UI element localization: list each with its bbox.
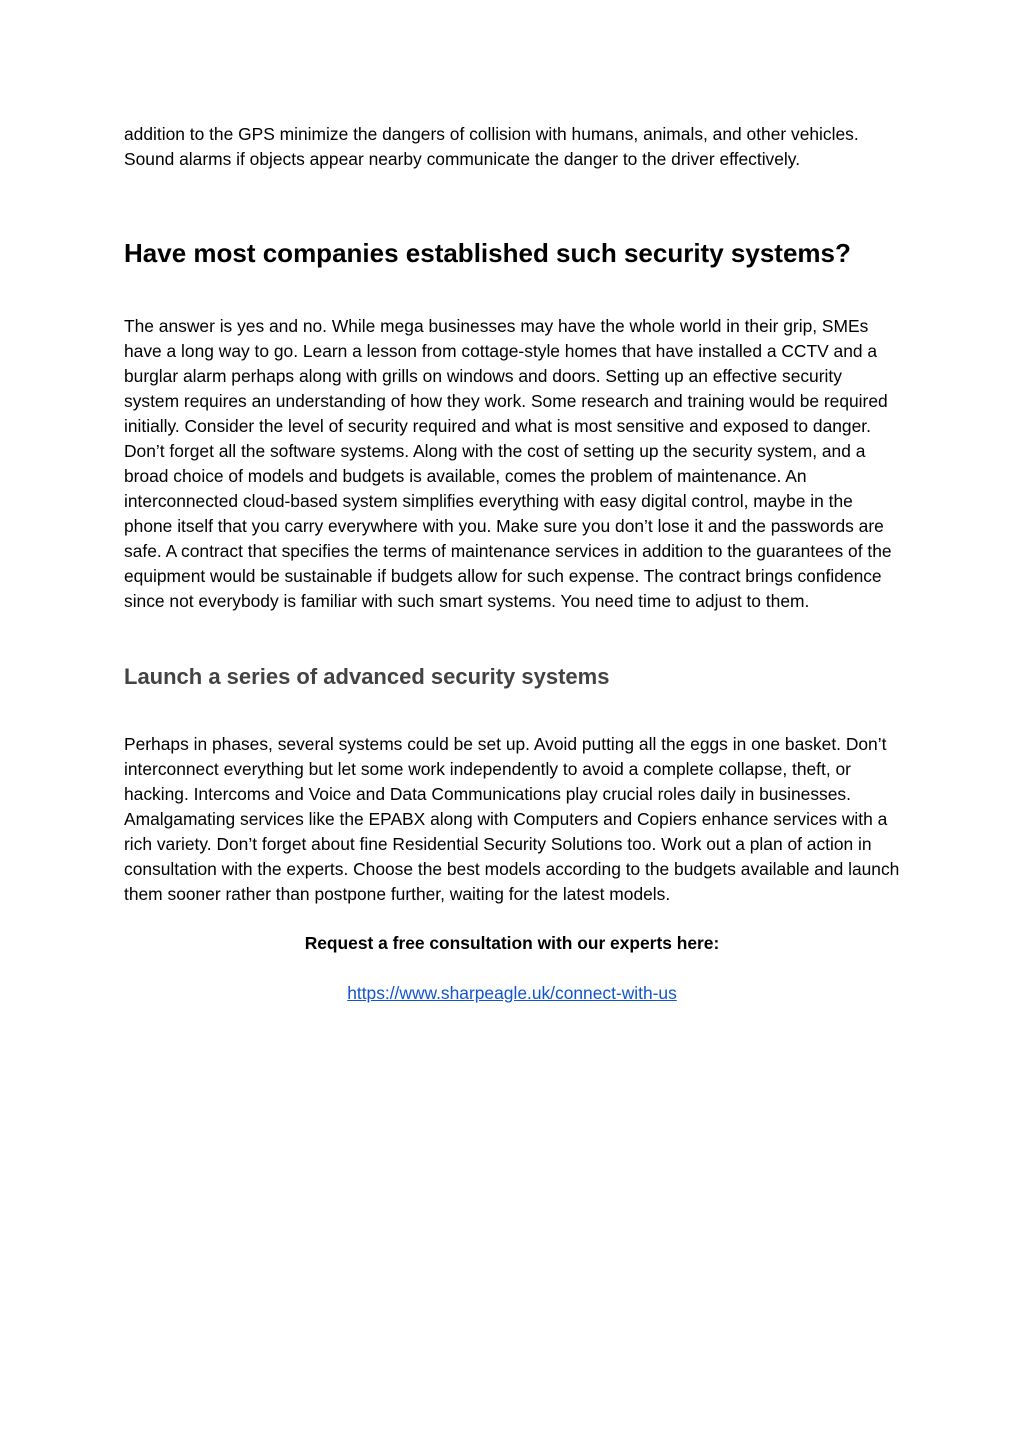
subsection-paragraph: Perhaps in phases, several systems could be set up. Avoid putting all the eggs in one basket. Don’t interconnect everything but let some work independently to avoid a complete collapse, theft, or hacking. Intercoms and Voice and Data Communications play crucial roles daily in businesses. Amalgamating services like the EPABX along with Computers and Copiers enhance services with a rich variety. Don’t forget about fine Residential Security Solutions too. Work out a plan of action in consultation with the experts. Choose the best models according to the budgets available and launch them sooner rather than postpone further, waiting for the latest models. bbox=[124, 734, 900, 904]
intro-paragraph: addition to the GPS minimize the dangers of collision with humans, animals, and other vehicles. Sound alarms if objects appear nearby communicate the danger to the driver effectively. bbox=[124, 124, 859, 169]
subsection-heading: Launch a series of advanced security systems bbox=[124, 664, 610, 689]
section-paragraph: The answer is yes and no. While mega businesses may have the whole world in their grip, SMEs have a long way to go. Learn a lesson from cottage-style homes that have installed a CCTV and a burglar alarm perhaps along with grills on windows and doors. Setting up an effective security system requires an understanding of how they work. Some research and training would be required initially. Consider the level of security required and what is most sensitive and exposed to danger. Don’t forget all the software systems. Along with the cost of setting up the security system, and a broad choice of models and budgets is available, comes the problem of maintenance. An interconnected cloud-based system simplifies everything with easy digital control, maybe in the phone itself that you carry everywhere with you. Make sure you don’t lose it and the passwords are safe. A contract that specifies the terms of maintenance services in addition to the guarantees of the equipment would be sustainable if budgets allow for such expense. The contract brings confidence since not everybody is familiar with such smart systems. You need time to adjust to them. bbox=[124, 316, 892, 611]
spacer bbox=[124, 692, 900, 732]
section-heading: Have most companies established such security systems? bbox=[124, 238, 851, 268]
consultation-call-to-action: Request a free consultation with our experts here: bbox=[304, 933, 720, 953]
spacer bbox=[124, 270, 900, 314]
connect-with-us-link[interactable]: https://www.sharpeagle.uk/connect-with-us bbox=[347, 983, 677, 1003]
document-page bbox=[124, 122, 900, 1006]
link-container bbox=[124, 981, 900, 1006]
